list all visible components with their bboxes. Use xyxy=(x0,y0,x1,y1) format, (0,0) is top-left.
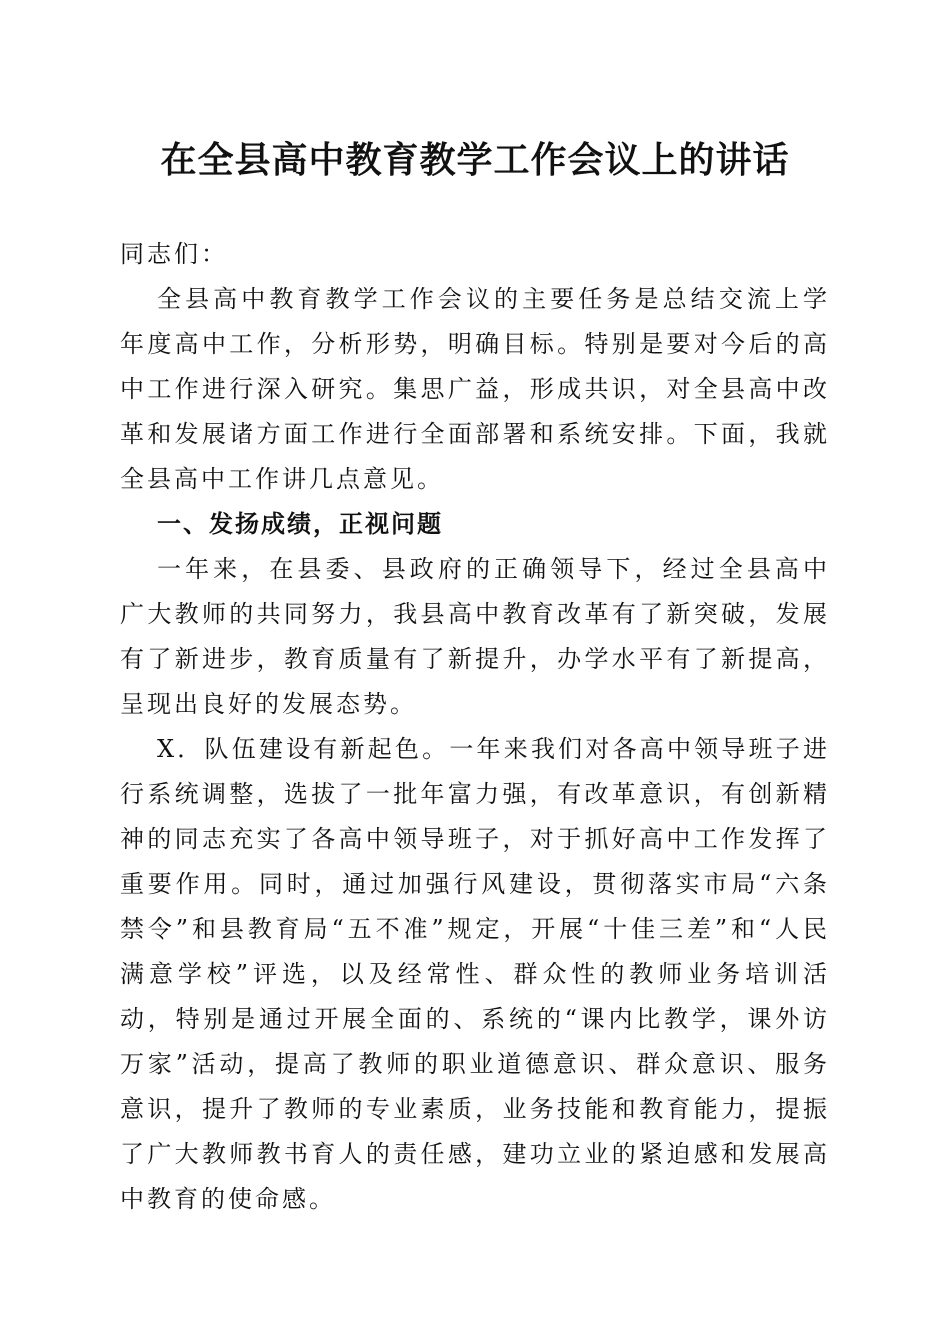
document-title: 在全县高中教育教学工作会议上的讲话 xyxy=(160,139,790,181)
paragraph-achievements: 一年来，在县委、县政府的正确领导下，经过全县高中广大教师的共同努力，我县高中教育改革有了新突破，发展有了新进步，教育质量有了新提升，办学水平有了新提高，呈现出良好的发展态势。 xyxy=(120,555,830,718)
paragraph-team-building: X．队伍建设有新起色。一年来我们对各高中领导班子进行系统调整，选拔了一批年富力强，有改革意识，有创新精神的同志充实了各高中领导班子，对于抓好高中工作发挥了重要作用。同时，通过加强行风建设，贯彻落实市局“六条禁令”和县教育局“五不准”规定，开展“十佳三差”和“人民满意学校”评选，以及经常性、群众性的教师业务培训活动，特别是通过开展全面的、系统的“课内比教学，课外访万家”活动，提高了教师的职业道德意识、群众意识、服务意识，提升了教师的专业素质，业务技能和教育能力，提振了广大教师教书育人的责任感，建功立业的紧迫感和发展高中教育的使命感。 xyxy=(120,735,830,1213)
section-heading: 一、发扬成绩，正视问题 xyxy=(157,510,443,538)
document-body xyxy=(120,232,830,1222)
salutation: 同志们： xyxy=(120,240,228,268)
paragraph-intro: 全县高中教育教学工作会议的主要任务是总结交流上学年度高中工作，分析形势，明确目标。特别是要对今后的高中工作进行深入研究。集思广益，形成共识，对全县高中改革和发展诸方面工作进行全面部署和系统安排。下面，我就全县高中工作讲几点意见。 xyxy=(120,285,830,493)
